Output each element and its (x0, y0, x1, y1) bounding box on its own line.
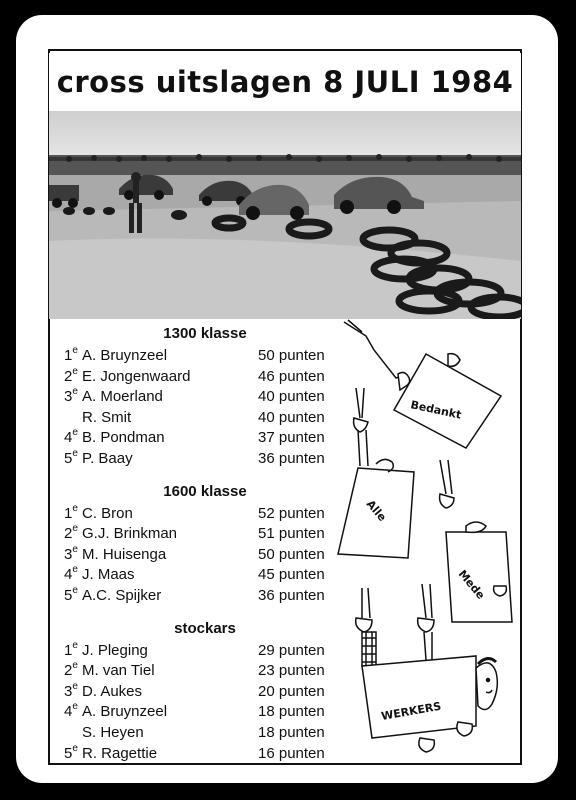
result-row (60, 545, 350, 566)
rank-number: 2 (64, 662, 73, 680)
driver-points: 36 punten (258, 586, 325, 604)
result-rank (64, 661, 84, 682)
driver-points: 18 punten (258, 723, 325, 741)
driver-points: 46 punten (258, 367, 325, 385)
driver-name: A. Bruynzeel (82, 347, 168, 364)
driver-name: C. Bron (82, 504, 133, 522)
rank-suffix: e (72, 660, 78, 672)
rank-suffix: e (72, 701, 78, 713)
driver-name: E. Jongenwaard (82, 367, 191, 385)
result-row (60, 524, 350, 545)
result-row (60, 408, 350, 429)
driver-points: 16 punten (258, 744, 325, 762)
result-row (60, 702, 350, 723)
rank-suffix: e (72, 502, 78, 514)
sign-bedankt (394, 354, 501, 448)
section-heading: stockars (174, 619, 236, 637)
result-rank (64, 545, 84, 566)
worker-face-icon (476, 658, 497, 709)
driver-name: P. Baay (82, 449, 133, 467)
driver-name: A.C. Spijker (82, 586, 162, 604)
rank-number: 3 (64, 682, 73, 700)
result-row (60, 428, 350, 449)
rank-suffix: e (72, 447, 78, 459)
result-rank (64, 641, 84, 662)
driver-points: 40 punten (258, 388, 325, 406)
section-gap (60, 764, 350, 772)
driver-points: 40 punten (258, 408, 325, 426)
driver-points: 23 punten (258, 662, 325, 680)
driver-points: 52 punten (258, 504, 325, 522)
result-rank (64, 702, 84, 723)
page-title: cross uitslagen 8 JULI 1984 (49, 53, 521, 111)
svg-text:Bedankt: Bedankt (409, 398, 463, 422)
rank-suffix: e (72, 365, 78, 377)
result-rank (64, 387, 84, 408)
result-row (60, 565, 350, 586)
sign-mede (446, 522, 512, 622)
driver-name: A. Bruynzeel (82, 703, 168, 721)
result-rank (64, 346, 84, 367)
driver-name: J. Pleging (82, 641, 148, 659)
rank-number: 5 (64, 586, 73, 604)
rank-number: 4 (64, 703, 73, 721)
driver-points: 45 punten (258, 566, 325, 584)
driver-points: 50 punten (258, 545, 325, 563)
driver-name: G.J. Brinkman (82, 525, 178, 543)
driver-name: S. Heyen (82, 723, 144, 741)
rank-number: 4 (64, 566, 73, 584)
driver-points: 51 punten (258, 525, 325, 543)
result-rank (64, 367, 84, 388)
rank-suffix: e (72, 639, 78, 651)
race-photo (49, 111, 521, 319)
result-rank (64, 565, 84, 586)
driver-name: A. Moerland (82, 388, 163, 406)
section-gap (60, 607, 350, 615)
result-row (60, 723, 350, 744)
driver-name: D. Aukes (82, 682, 143, 700)
driver-points: 20 punten (258, 682, 325, 700)
result-rank (64, 449, 84, 470)
rank-number: 2 (64, 367, 73, 385)
section-heading: 1600 klasse (163, 482, 247, 500)
rank-number: 5 (64, 449, 73, 467)
rank-number: 3 (64, 545, 73, 563)
rank-suffix: e (72, 345, 78, 356)
rank-number: 1 (64, 504, 73, 522)
cartoon-illustration (336, 318, 526, 763)
rank-suffix: e (72, 427, 78, 439)
driver-name: J. Maas (82, 566, 135, 584)
driver-points: 29 punten (258, 641, 325, 659)
driver-name: M. Huisenga (82, 545, 167, 563)
rank-number: 4 (64, 429, 73, 447)
result-rank (64, 524, 84, 545)
result-rank (64, 428, 84, 449)
driver-points: 36 punten (258, 449, 325, 467)
rank-number: 1 (64, 347, 73, 364)
result-rank (64, 586, 84, 607)
rank-suffix: e (72, 564, 78, 576)
svg-text:Mede: Mede (455, 567, 488, 602)
driver-points: 50 punten (258, 347, 325, 364)
result-row (60, 449, 350, 470)
result-row (60, 387, 350, 408)
rank-suffix: e (72, 543, 78, 555)
result-row (60, 504, 350, 525)
result-row (60, 744, 350, 765)
svg-text:WERKERS: WERKERS (380, 699, 443, 723)
driver-points: 18 punten (258, 703, 325, 721)
rank-number: 1 (64, 641, 73, 659)
section-gap (60, 470, 350, 478)
rank-suffix: e (72, 523, 78, 535)
results-list (60, 320, 350, 772)
rank-suffix: e (72, 386, 78, 398)
hand-pliers-icon (356, 584, 434, 666)
result-row (60, 682, 350, 703)
result-row (60, 641, 350, 662)
result-row (60, 586, 350, 607)
rank-number: 2 (64, 525, 73, 543)
rank-number: 3 (64, 388, 73, 406)
rank-suffix: e (72, 584, 78, 596)
result-row (60, 346, 350, 367)
driver-name: R. Smit (82, 408, 132, 426)
driver-points: 37 punten (258, 429, 325, 447)
driver-name: R. Ragettie (82, 744, 158, 762)
result-rank (64, 504, 84, 525)
driver-name: M. van Tiel (82, 662, 155, 680)
sign-alle (338, 459, 414, 558)
rank-number: 5 (64, 744, 73, 762)
pen-hand-icon (344, 320, 410, 390)
result-rank (64, 744, 84, 765)
result-row (60, 367, 350, 388)
driver-name: B. Pondman (82, 429, 165, 447)
svg-text:Alle: Alle (363, 497, 389, 524)
section-heading: 1300 klasse (163, 325, 247, 342)
result-row (60, 661, 350, 682)
rank-suffix: e (72, 680, 78, 692)
rank-suffix: e (72, 742, 78, 754)
result-rank (64, 682, 84, 703)
